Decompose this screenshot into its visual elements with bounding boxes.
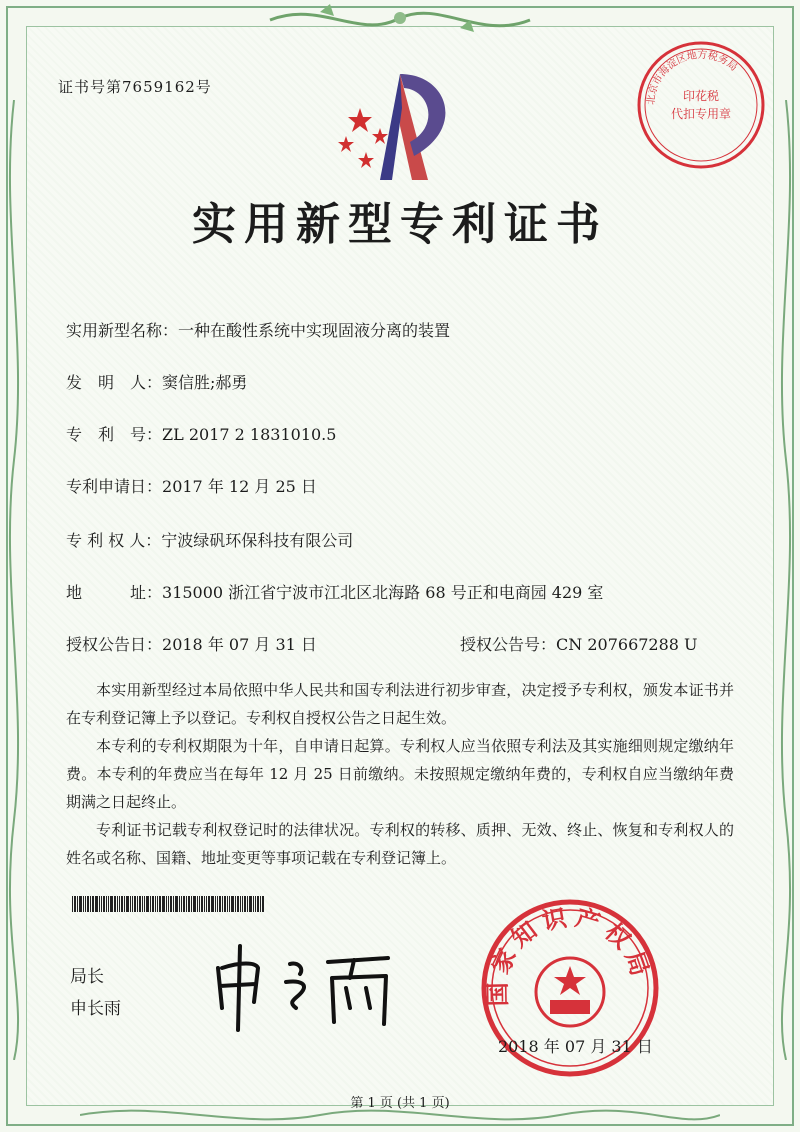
barcode-bar (146, 896, 149, 912)
barcode-bar (247, 896, 248, 912)
certificate-number: 证书号第7659162号 (58, 78, 212, 96)
barcode (72, 896, 296, 912)
svg-text:北京市海淀区地方税务局: 北京市海淀区地方税务局 (645, 49, 739, 106)
announce-number-label: 授权公告号： (460, 635, 557, 654)
barcode-bar (72, 896, 73, 912)
barcode-bar (215, 896, 216, 912)
certificate-body (66, 676, 734, 872)
barcode-bar (170, 896, 172, 912)
barcode-bar (150, 896, 151, 912)
barcode-bar (237, 896, 239, 912)
barcode-bar (253, 896, 254, 912)
barcode-bar (224, 896, 226, 912)
barcode-bar (79, 896, 82, 912)
announce-date-value: 2018 年 07 月 31 日 (162, 635, 317, 654)
barcode-bar (103, 896, 105, 912)
body-paragraph-3: 专利证书记载专利权登记时的法律状况。专利权的转移、质押、无效、终止、恢复和专利权人的姓名或名称、国籍、地址变更等事项记载在专利登记簿上。 (66, 821, 734, 867)
barcode-bar (139, 896, 141, 912)
utility-model-name-label: 实用新型名称： (66, 321, 179, 340)
barcode-bar (181, 896, 182, 912)
barcode-bar (242, 896, 243, 912)
barcode-bar (119, 896, 120, 912)
barcode-bar (108, 896, 109, 912)
patent-number-label: 专 利 号： (66, 425, 163, 444)
barcode-bar (110, 896, 113, 912)
patentee-label: 专 利 权 人： (66, 531, 162, 550)
barcode-bar (231, 896, 234, 912)
barcode-bar (101, 896, 102, 912)
patentee-value: 宁波绿矾环保科技有限公司 (161, 531, 354, 550)
address-value: 315000 浙江省宁波市江北区北海路 68 号正和电商园 429 室 (162, 583, 604, 602)
inventor-value: 窦信胜;郝勇 (162, 373, 248, 392)
barcode-bar (134, 896, 136, 912)
barcode-bar (83, 896, 84, 912)
inventor-label: 发 明 人： (66, 373, 163, 392)
svg-text:印花税: 印花税 (682, 89, 720, 103)
barcode-bar (90, 896, 91, 912)
barcode-bar (85, 896, 86, 912)
barcode-bar (219, 896, 221, 912)
barcode-bar (255, 896, 256, 912)
body-paragraph-1: 本实用新型经过本局依照中华人民共和国专利法进行初步审查，决定授予专利权，颁发本证书并在专利登记簿上予以登记。专利权自授权公告之日起生效。 (66, 681, 734, 727)
utility-model-name-value: 一种在酸性系统中实现固液分离的装置 (178, 321, 451, 340)
barcode-bar (106, 896, 107, 912)
barcode-bar (121, 896, 123, 912)
svg-text:国家知识产权局: 国家知识产权局 (483, 902, 657, 1007)
barcode-bar (152, 896, 154, 912)
barcode-bar (201, 896, 203, 912)
barcode-bar (92, 896, 94, 912)
announce-date-label: 授权公告日： (66, 635, 163, 654)
announce-date-field (66, 632, 317, 655)
barcode-bar (229, 896, 230, 912)
barcode-bar (191, 896, 192, 912)
handwritten-signature (200, 938, 410, 1038)
body-paragraph-2: 本专利的专利权期限为十年，自申请日起算。专利权人应当依照专利法及其实施细则规定缴纳年费。本专利的年费应当在每年 12 月 25 日前缴纳。未按照规定缴纳年费的，专利权自应当缴纳年费期满之日起终止。 (66, 737, 734, 811)
barcode-bar (257, 896, 259, 912)
patent-office-emblem (330, 68, 470, 188)
barcode-bar (186, 896, 187, 912)
address-label: 地 址： (66, 583, 163, 602)
certificate-title: 实用新型专利证书 (192, 199, 608, 250)
barcode-bar (99, 896, 100, 912)
filing-date-label: 专利申请日： (66, 477, 163, 496)
barcode-bar (262, 896, 264, 912)
patentee-field (66, 528, 353, 551)
barcode-bar (240, 896, 241, 912)
barcode-bar (168, 896, 169, 912)
patent-number-value: ZL 2017 2 1831010.5 (162, 425, 337, 444)
barcode-bar (87, 896, 89, 912)
svg-text:代扣专用章: 代扣专用章 (670, 107, 732, 121)
top-vine-ornament (260, 0, 540, 40)
barcode-bar (227, 896, 228, 912)
barcode-bar (193, 896, 196, 912)
barcode-bar (235, 896, 236, 912)
signatory-title: 局长 (70, 967, 104, 987)
barcode-bar (166, 896, 167, 912)
barcode-bar (132, 896, 133, 912)
filing-date-field (66, 474, 317, 497)
announce-number-value: CN 207667288 U (556, 635, 698, 654)
barcode-bar (157, 896, 158, 912)
barcode-bar (162, 896, 165, 912)
barcode-bar (222, 896, 223, 912)
barcode-bar (175, 896, 178, 912)
inventor-field (66, 370, 247, 393)
barcode-bar (244, 896, 246, 912)
barcode-bar (199, 896, 200, 912)
barcode-bar (142, 896, 143, 912)
filing-date-value: 2017 年 12 月 25 日 (162, 477, 317, 496)
page-footer: 第 1 页 (共 1 页) (350, 1096, 450, 1111)
issue-date: 2018 年 07 月 31 日 (498, 1037, 653, 1056)
barcode-bar (204, 896, 205, 912)
utility-model-name-field (66, 318, 450, 341)
announce-number-field (460, 632, 698, 655)
signatory-name: 申长雨 (70, 999, 121, 1019)
barcode-bar (137, 896, 138, 912)
barcode-bar (206, 896, 207, 912)
address-field (66, 580, 603, 603)
barcode-bar (173, 896, 174, 912)
barcode-bar (77, 896, 78, 912)
barcode-bar (197, 896, 198, 912)
barcode-bar (124, 896, 125, 912)
barcode-bar (74, 896, 76, 912)
barcode-bar (211, 896, 214, 912)
patent-number-field (66, 422, 336, 445)
barcode-bar (208, 896, 210, 912)
barcode-bar (117, 896, 118, 912)
barcode-bar (126, 896, 129, 912)
stamp-duty-seal (634, 38, 768, 172)
barcode-bar (114, 896, 116, 912)
barcode-bar (260, 896, 261, 912)
barcode-bar (188, 896, 190, 912)
barcode-bar (249, 896, 252, 912)
barcode-bar (217, 896, 218, 912)
barcode-bar (179, 896, 180, 912)
barcode-bar (130, 896, 131, 912)
barcode-bar (183, 896, 185, 912)
barcode-bar (159, 896, 161, 912)
barcode-bar (155, 896, 156, 912)
barcode-bar (144, 896, 145, 912)
barcode-bar (95, 896, 98, 912)
